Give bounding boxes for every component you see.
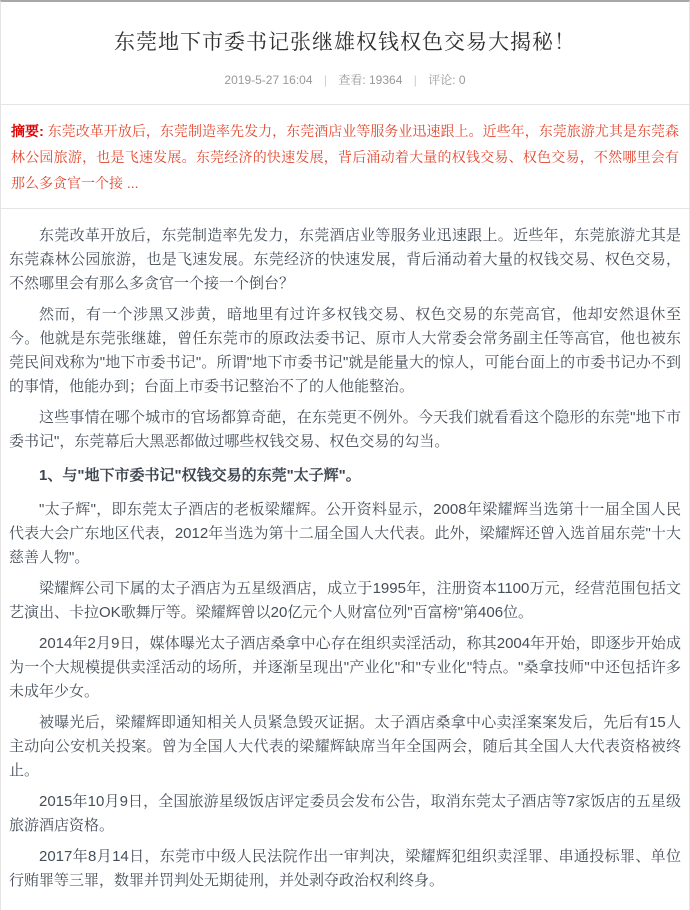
comments-label: 评论: bbox=[428, 73, 456, 87]
article-meta bbox=[1, 71, 689, 88]
article-paragraph: 被曝光后，梁耀辉即通知相关人员紧急毁灭证据。太子酒店桑拿中心卖淫案案发后，先后有15人主动向公安机关投案。曾为全国人大代表的梁耀辉缺席当年全国两会，随后其全国人大代表资格被终止。 bbox=[9, 714, 681, 779]
article-paragraph: 2015年10月9日，全国旅游星级饭店评定委员会发布公告，取消东莞太子酒店等7家饭店的五星级旅游酒店资格。 bbox=[9, 793, 681, 834]
article-summary bbox=[1, 105, 689, 208]
comments-count: 0 bbox=[458, 73, 466, 87]
page-title: 东莞地下市委书记张继雄权钱权色交易大揭秘！ bbox=[114, 31, 576, 54]
article-paragraph: 然而，有一个涉黑又涉黄，暗地里有过许多权钱交易、权色交易的东莞高官，他却安然退休至今。他就是东莞张继雄，曾任东莞市的原政法委书记、原市人大常委会常务副主任等高官，他也被东莞民间戏称为"地下市委书记"。所谓"地下市委书记"就是能量大的惊人，可能台面上的市委书记办不到的事情，他能办到；台面上市委书记整治不了的人他能整治。 bbox=[9, 306, 681, 395]
meta-separator: | bbox=[413, 73, 417, 87]
article-header bbox=[1, 2, 689, 88]
summary-text: 东莞改革开放后，东莞制造率先发力，东莞酒店业等服务业迅速跟上。近些年，东莞旅游尤其是东莞森林公园旅游，也是飞速发展。东莞经济的快速发展，背后涌动着大量的权钱交易、权色交易，不然哪里会有那么多贪官一个接 ... bbox=[11, 123, 679, 191]
article-paragraph: 2017年8月14日，东莞市中级人民法院作出一审判决，梁耀辉犯组织卖淫罪、串通投标罪、单位行贿罪等三罪，数罪并罚判处无期徒刑，并处剥夺政治权利终身。 bbox=[9, 848, 681, 889]
article-paragraph: 这些事情在哪个城市的官场都算奇葩，在东莞更不例外。今天我们就看看这个隐形的东莞"地下市委书记"，东莞幕后大黑恶都做过哪些权钱交易、权色交易的勾当。 bbox=[9, 409, 681, 450]
section-heading: 1、与"地下市委书记"权钱交易的东莞"太子辉"。 bbox=[39, 467, 361, 484]
article-paragraph: "太子辉"，即东莞太子酒店的老板梁耀辉。公开资料显示，2008年梁耀辉当选第十一届全国人民代表大会广东地区代表，2012年当选为第十二届全国人大代表。此外，梁耀辉还曾入选首届东莞"十大慈善人物"。 bbox=[9, 501, 681, 566]
article-paragraph: 东莞改革开放后，东莞制造率先发力，东莞酒店业等服务业迅速跟上。近些年，东莞旅游尤其是东莞森林公园旅游，也是飞速发展。东莞经济的快速发展，背后涌动着大量的权钱交易、权色交易，不然哪里会有那么多贪官一个接一个倒台？ bbox=[9, 227, 681, 292]
publish-date: 2019-5-27 16:04 bbox=[224, 73, 313, 87]
views-count: 19364 bbox=[369, 73, 403, 87]
summary-colon: : bbox=[39, 123, 48, 139]
views-label: 查看: bbox=[338, 73, 366, 87]
article-paragraph: 梁耀辉公司下属的太子酒店为五星级酒店，成立于1995年，注册资本1100万元，经营范围包括文艺演出、卡拉OK歌舞厅等。梁耀辉曾以20亿元个人财富位列"百富榜"第406位。 bbox=[9, 580, 681, 621]
article-paragraph: 2014年2月9日，媒体曝光太子酒店桑拿中心存在组织卖淫活动，称其2004年开始，即逐步开始成为一个大规模提供卖淫活动的场所，并逐渐呈现出"产业化"和"专业化"特点。"桑拿技师"中还包括许多未成年少女。 bbox=[9, 635, 681, 700]
meta-separator: | bbox=[323, 73, 327, 87]
article-body bbox=[1, 209, 689, 910]
summary-label: 摘要 bbox=[11, 123, 40, 139]
